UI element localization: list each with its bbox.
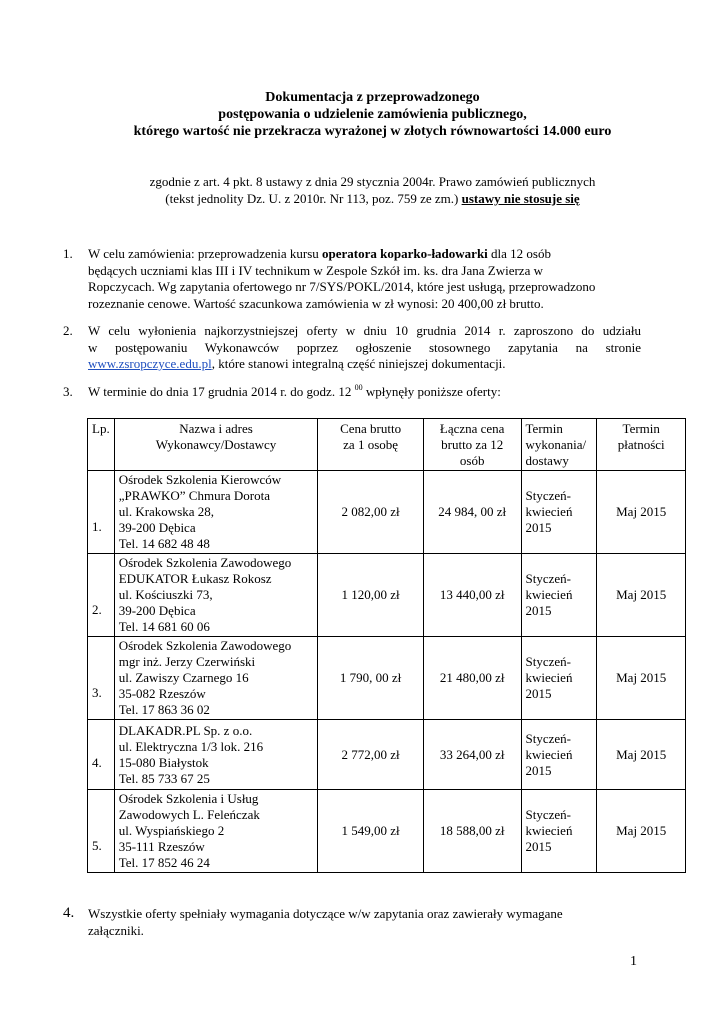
term-line: 2015 <box>525 603 552 618</box>
cell-unit-price: 1 790, 00 zł <box>318 637 423 720</box>
section-line: w postępowaniu Wykonawców poprzez ogłoszenie stosownego zapytania na stronie <box>88 339 641 355</box>
term-line: 2015 <box>525 686 552 701</box>
cell-delivery-term <box>521 790 597 873</box>
section-line: załączniki. <box>88 922 144 938</box>
contractor-line: Zawodowych L. Feleńczak <box>118 807 260 822</box>
legal-basis-emphasis: ustawy nie stosuje się <box>461 191 580 206</box>
section-text: , które stanowi integralną część niniejszej dokumentacji. <box>211 356 506 371</box>
term-line: 2015 <box>525 762 552 778</box>
cell-payment-term: Maj 2015 <box>597 720 686 790</box>
title-line: Dokumentacja z przeprowadzonego <box>265 90 480 105</box>
cell-total-price: 13 440,00 zł <box>423 554 521 637</box>
table-row <box>88 720 686 790</box>
section-line: W celu wyłonienia najkorzystniejszej oferty w dniu 10 grudnia 2014 r. zaproszono do udziału <box>88 323 641 338</box>
section-line: Wszystkie oferty spełniały wymagania dotyczące w/w zapytania oraz zawierały wymagane <box>88 906 563 921</box>
cell-delivery-term <box>521 554 597 637</box>
legal-basis <box>60 173 685 207</box>
cell-lp: 4. <box>88 720 115 790</box>
cell-lp: 2. <box>88 554 115 637</box>
table-row <box>88 471 686 554</box>
section-number: 2. <box>63 323 73 338</box>
cell-unit-price: 2 082,00 zł <box>318 471 423 554</box>
contractor-line: ul. Wyspiańskiego 2 <box>118 823 225 838</box>
cell-total-price: 21 480,00 zł <box>423 637 521 720</box>
term-line: kwiecień <box>525 670 573 685</box>
offers-table <box>87 418 686 873</box>
header-unit-price <box>318 419 423 471</box>
contractor-line: 35-082 Rzeszów <box>118 686 206 701</box>
cell-contractor <box>114 554 318 637</box>
term-line: 2015 <box>525 839 552 854</box>
cell-lp: 5. <box>88 790 115 873</box>
section-2 <box>63 323 641 373</box>
contractor-line: Ośrodek Szkolenia Zawodowego <box>118 555 292 570</box>
section-line: będących uczniami klas III i IV technikum w Zespole Szkół im. ks. dra Jana Zwierza w <box>88 262 543 278</box>
contractor-line: 35-111 Rzeszów <box>118 839 205 854</box>
term-line: 2015 <box>525 520 552 535</box>
section-line: rozeznanie cenowe. Wartość szacunkowa zamówienia w zł wynosi: 20 400,00 zł brutto. <box>88 295 544 311</box>
table-row <box>88 554 686 637</box>
cell-delivery-term <box>521 637 597 720</box>
term-line: Styczeń- <box>525 654 571 669</box>
cell-payment-term: Maj 2015 <box>597 790 686 873</box>
title-line: postępowania o udzielenie zamówienia publicznego, <box>218 107 527 122</box>
table-row <box>88 790 686 873</box>
header-lp <box>88 419 115 471</box>
header-label: płatności <box>617 437 665 452</box>
contractor-line: Tel. 17 863 36 02 <box>118 702 210 717</box>
cell-delivery-term <box>521 720 597 790</box>
section-line <box>88 356 641 373</box>
header-contractor <box>114 419 318 471</box>
contractor-line: 15-080 Białystok <box>118 754 209 770</box>
cell-payment-term: Maj 2015 <box>597 554 686 637</box>
header-label: za 1 osobę <box>343 437 399 452</box>
cell-contractor <box>114 720 318 790</box>
header-delivery-term <box>521 419 597 471</box>
section-line: Ropczycach. Wg zapytania ofertowego nr 7/SYS/POKL/2014, które jest usługą, przeprowadzono <box>88 279 596 294</box>
cell-delivery-term <box>521 471 597 554</box>
course-name: operatora koparko-ładowarki <box>322 246 488 261</box>
header-label: brutto za 12 <box>441 437 504 452</box>
section-number: 1. <box>63 246 73 261</box>
cell-contractor <box>114 790 318 873</box>
term-line: Styczeń- <box>525 730 571 746</box>
header-label: wykonania/ <box>525 437 587 452</box>
contractor-line: mgr inż. Jerzy Czerwiński <box>118 654 256 669</box>
section-3 <box>63 383 501 401</box>
section-text: W terminie do dnia 17 grudnia 2014 r. do godz. 12 <box>88 384 352 399</box>
contractor-line: ul. Elektryczna 1/3 lok. 216 <box>118 738 264 754</box>
contractor-line: EDUKATOR Łukasz Rokosz <box>118 571 272 586</box>
section-text: W celu zamówienia: przeprowadzenia kursu <box>88 246 319 261</box>
header-label: Łączna cena <box>439 421 505 436</box>
header-label: Wykonawcy/Dostawcy <box>155 437 277 452</box>
term-line: kwiecień <box>525 746 573 762</box>
cell-lp: 3. <box>88 637 115 720</box>
contractor-line: ul. Kościuszki 73, <box>118 587 213 602</box>
legal-basis-line: zgodnie z art. 4 pkt. 8 ustawy z dnia 29 stycznia 2004r. Prawo zamówień publicznych <box>149 174 596 189</box>
term-line: Styczeń- <box>525 488 571 503</box>
contractor-line: 39-200 Dębica <box>118 520 196 535</box>
table-row <box>88 637 686 720</box>
cell-unit-price: 1 120,00 zł <box>318 554 423 637</box>
section-text: dla 12 osób <box>491 246 551 261</box>
header-label: Lp. <box>92 421 110 436</box>
website-link[interactable]: www.zsropczyce.edu.pl <box>88 356 212 371</box>
section-4 <box>63 905 563 939</box>
contractor-line: Tel. 17 852 46 24 <box>118 855 210 870</box>
header-label: Termin <box>525 421 563 436</box>
section-number: 3. <box>63 384 73 399</box>
contractor-line: ul. Zawiszy Czarnego 16 <box>118 670 249 685</box>
contractor-line: Ośrodek Szkolenia Kierowców <box>118 472 282 487</box>
table-header-row <box>88 419 686 471</box>
contractor-line: Tel. 85 733 67 25 <box>118 770 210 786</box>
contractor-line: Ośrodek Szkolenia i Usług <box>118 791 259 806</box>
header-label: osób <box>459 453 485 468</box>
cell-lp: 1. <box>88 471 115 554</box>
term-line: kwiecień <box>525 504 573 519</box>
header-label: Termin <box>622 421 660 436</box>
section-1 <box>63 246 608 312</box>
cell-total-price: 33 264,00 zł <box>423 720 521 790</box>
contractor-line: Tel. 14 681 60 06 <box>118 619 210 634</box>
term-line: Styczeń- <box>525 571 571 586</box>
header-total-price <box>423 419 521 471</box>
contractor-line: ul. Krakowska 28, <box>118 504 215 519</box>
legal-basis-line <box>60 190 685 207</box>
section-text: wpłynęły poniższe oferty: <box>365 384 501 399</box>
contractor-line: „PRAWKO” Chmura Dorota <box>118 488 271 503</box>
header-label: Nazwa i adres <box>179 421 253 436</box>
header-label: Cena brutto <box>340 421 402 436</box>
term-line: kwiecień <box>525 587 573 602</box>
header-label: dostawy <box>525 453 569 468</box>
title-line: którego wartość nie przekracza wyrażonej w złotych równowartości 14.000 euro <box>133 124 612 139</box>
contractor-line: Tel. 14 682 48 48 <box>118 536 210 551</box>
cell-total-price: 18 588,00 zł <box>423 790 521 873</box>
page-number: 1 <box>630 954 637 969</box>
cell-payment-term: Maj 2015 <box>597 637 686 720</box>
cell-unit-price: 2 772,00 zł <box>318 720 423 790</box>
contractor-line: 39-200 Dębica <box>118 603 196 618</box>
section-number: 4. <box>63 905 75 921</box>
cell-payment-term: Maj 2015 <box>597 471 686 554</box>
term-line: kwiecień <box>525 823 573 838</box>
cell-contractor <box>114 471 318 554</box>
legal-basis-text: (tekst jednolity Dz. U. z 2010r. Nr 113, poz. 759 ze zm.) <box>165 191 459 206</box>
document-title <box>60 89 685 140</box>
time-superscript: 00 <box>354 383 363 392</box>
section-line <box>88 384 501 401</box>
header-payment-term <box>597 419 686 471</box>
contractor-line: DLAKADR.PL Sp. z o.o. <box>118 722 253 738</box>
cell-unit-price: 1 549,00 zł <box>318 790 423 873</box>
cell-total-price: 24 984, 00 zł <box>423 471 521 554</box>
cell-contractor <box>114 637 318 720</box>
section-line <box>88 246 608 263</box>
contractor-line: Ośrodek Szkolenia Zawodowego <box>118 638 292 653</box>
term-line: Styczeń- <box>525 807 571 822</box>
